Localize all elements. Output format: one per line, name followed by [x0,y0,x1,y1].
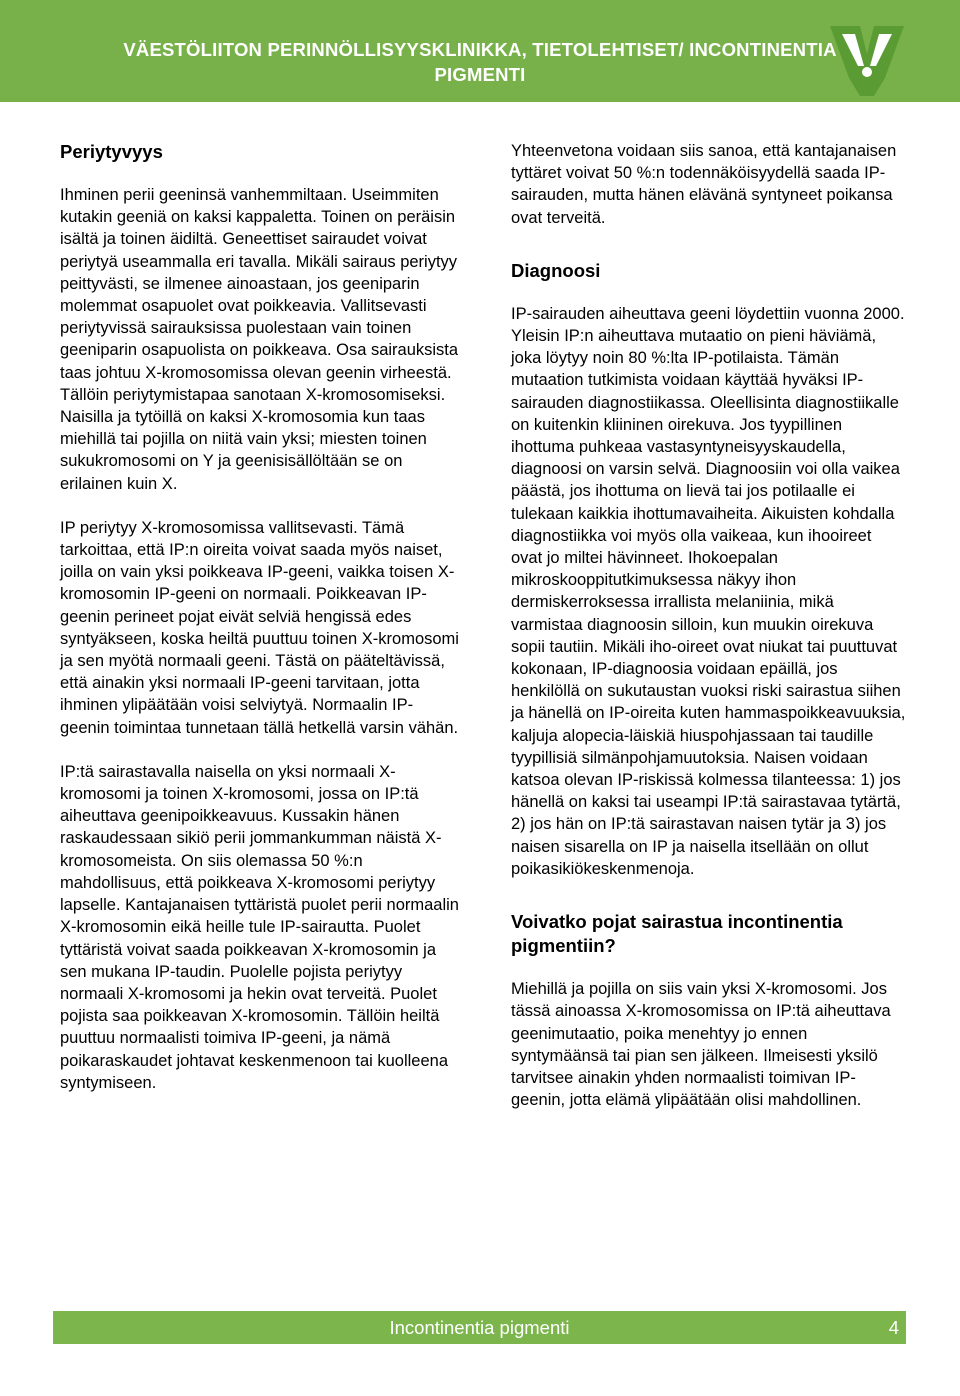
paragraph: Ihminen perii geeninsä vanhemmiltaan. Useimmiten kutakin geeniä on kaksi kappaletta. Toinen on peräisin isältä ja toinen äidiltä. Geneettiset sairaudet voivat periytyä useammalla eri tavalla. Mikäli sairaus periytyy peittyvästi, se ilmenee ainoastaan, jos geeniparin molemmat osapuolet ovat poikkeavia. Vallitsevasti periytyvissä sairauksissa puolestaan vain toinen geeniparin osapuolista on poikkeava. Osa sairauksista taas johtuu X-kromosomissa olevan geenin virheestä. Tällöin periytymistapaa sanotaan X-kromosomiseksi. Naisilla ja tytöillä on kaksi X-kromosomia kun taas miehillä tai pojilla on niitä vain yksi; miesten toinen sukukromosomi on Y ja geenisisällöltään se on erilainen kuin X. [60,186,459,493]
page-header [0,0,960,102]
page-footer [53,1311,906,1344]
right-column [511,140,906,1111]
paragraph: IP-sairauden aiheuttava geeni löydettiin vuonna 2000. Yleisin IP:n aiheuttava mutaatio on pieni häviämä, joka löytyy noin 80 %:lta IP-potilaista. Tämän mutaation tutkimista voidaan käyttää hyväksi IP-sairauden diagnostiikassa. Oleellisinta diagnostiikalle on kuitenkin kliininen oirekuva. Jos tyypillinen ihottuma puhkeaa vastasyntyneisyyskaudella, diagnoosi on varsin selvä. Diagnoosiin voi olla vaikea päästä, jos ihottuma on lievä tai jos potilaalle ei tulekaan kaikkia ihottumavaiheita. Aikuisten kohdalla diagnostiikka voi myös olla vaikeaa, kun ihooireet ovat jo miltei hävinneet. Ihokoepalan mikroskooppitutkimuksessa näkyy ihon dermiskerroksessa irrallista melaniinia, mikä varmistaa diagnoosin silloin, kun muukin oirekuva sopii tautiin. Mikäli iho-oireet ovat niukat tai puuttuvat kokonaan, IP-diagnoosia voidaan epäillä, jos henkilöllä on sukutaustan vuoksi riski sairastua siihen ja hänellä on IP-oireita kuten hammaspoikkeavuuksia, kaljuja alopecia-läiskiä hiuspohjassaan tai taudille tyypillisiä silmänpohjamuutoksia. Naisen voidaan katsoa olevan IP-riskissä kolmessa tilanteessa: 1) jos hänellä on kaksi tai useampi IP:tä sairastavaa tytärtä, 2) jos hän on IP:tä sairastavan naisen tytär ja 3) jos naisen sisarella on IP ja naisella itsellään on ollut poikasikiökeskenmenoja. [511,304,906,878]
section-heading-boys: Voivatko pojat sairastua incontinentia pigmentiin? [511,911,843,957]
vaestoliitto-logo-icon [824,14,910,100]
paragraph: IP periytyy X-kromosomissa vallitsevasti. Tämä tarkoittaa, että IP:n oireita voivat saada myös naiset, joilla on vain yksi poikkeava IP-geeni, vaikka toisen X-kromosomin IP-geeni on normaali. Poikkeavan IP-geenin perineet pojat eivät selviä hengissä edes syntyäkseen, koska heiltä puuttuu toinen X-kromosomi ja sen myötä normaali geeni. Tästä on pääteltävissä, että ainakin yksi normaali IP-geeni tarvitaan, jotta ihminen ylipäätään voisi selviytyä. Normaalin IP-geenin toimintaa tunnetaan tällä hetkellä varsin vähän. [60,518,459,737]
header-title: VÄESTÖLIITON PERINNÖLLISYYSKLINIKKA, TIETOLEHTISET/ INCONTINENTIA PIGMENTI [123,39,837,85]
section-heading-diagnosis: Diagnoosi [511,259,601,281]
logo-shape [830,26,904,96]
left-column [60,140,460,1094]
footer-title: Incontinentia pigmenti [389,1317,570,1338]
page-number: 4 [888,1317,899,1338]
paragraph: IP:tä sairastavalla naisella on yksi normaali X-kromosomi ja toinen X-kromosomi, jossa on IP:tä aiheuttava geenipoikkeavuus. Kussakin hänen raskaudessaan sikiö perii jommankumman näistä X-kromosomeista. On siis olemassa 50 %:n mahdollisuus, että poikkeava X-kromosomi periytyy lapselle. Kantajanaisen tyttäristä puolet perii normaalin X-kromosomin eikä heille tule IP-sairautta. Puolet tyttäristä voivat saada poikkeavan X-kromosomin ja sen mukana IP-taudin. Puolelle pojista periytyy normaali X-kromosomi ja hekin ovat terveitä. Puolet pojista saa poikkeavan X-kromosomin. Tällöin heiltä puuttuu normaalisti toimiva IP-geeni, ja nämä poikaraskaudet johtavat keskenmenoon tai kuolleena syntymiseen. [60,762,459,1092]
paragraph: Yhteenvetona voidaan siis sanoa, että kantajanaisen tyttäret voivat 50 %:n todennäköisyydellä saada IP-sairauden, mutta hänen elävänä syntyneet poikansa ovat terveitä. [511,142,897,227]
section-heading-inheritance: Periytyvyys [60,141,163,162]
paragraph: Miehillä ja pojilla on siis vain yksi X-kromosomi. Jos tässä ainoassa X-kromosomissa on IP:tä aiheuttava geenimutaatio, poika menehtyy jo ennen syntymäänsä tai pian sen jälkeen. Ilmeisesti yksilö tarvitsee ainakin yhden normaalisti toimivan IP-geenin, jotta elämä ylipäätään olisi mahdollinen. [511,980,891,1110]
